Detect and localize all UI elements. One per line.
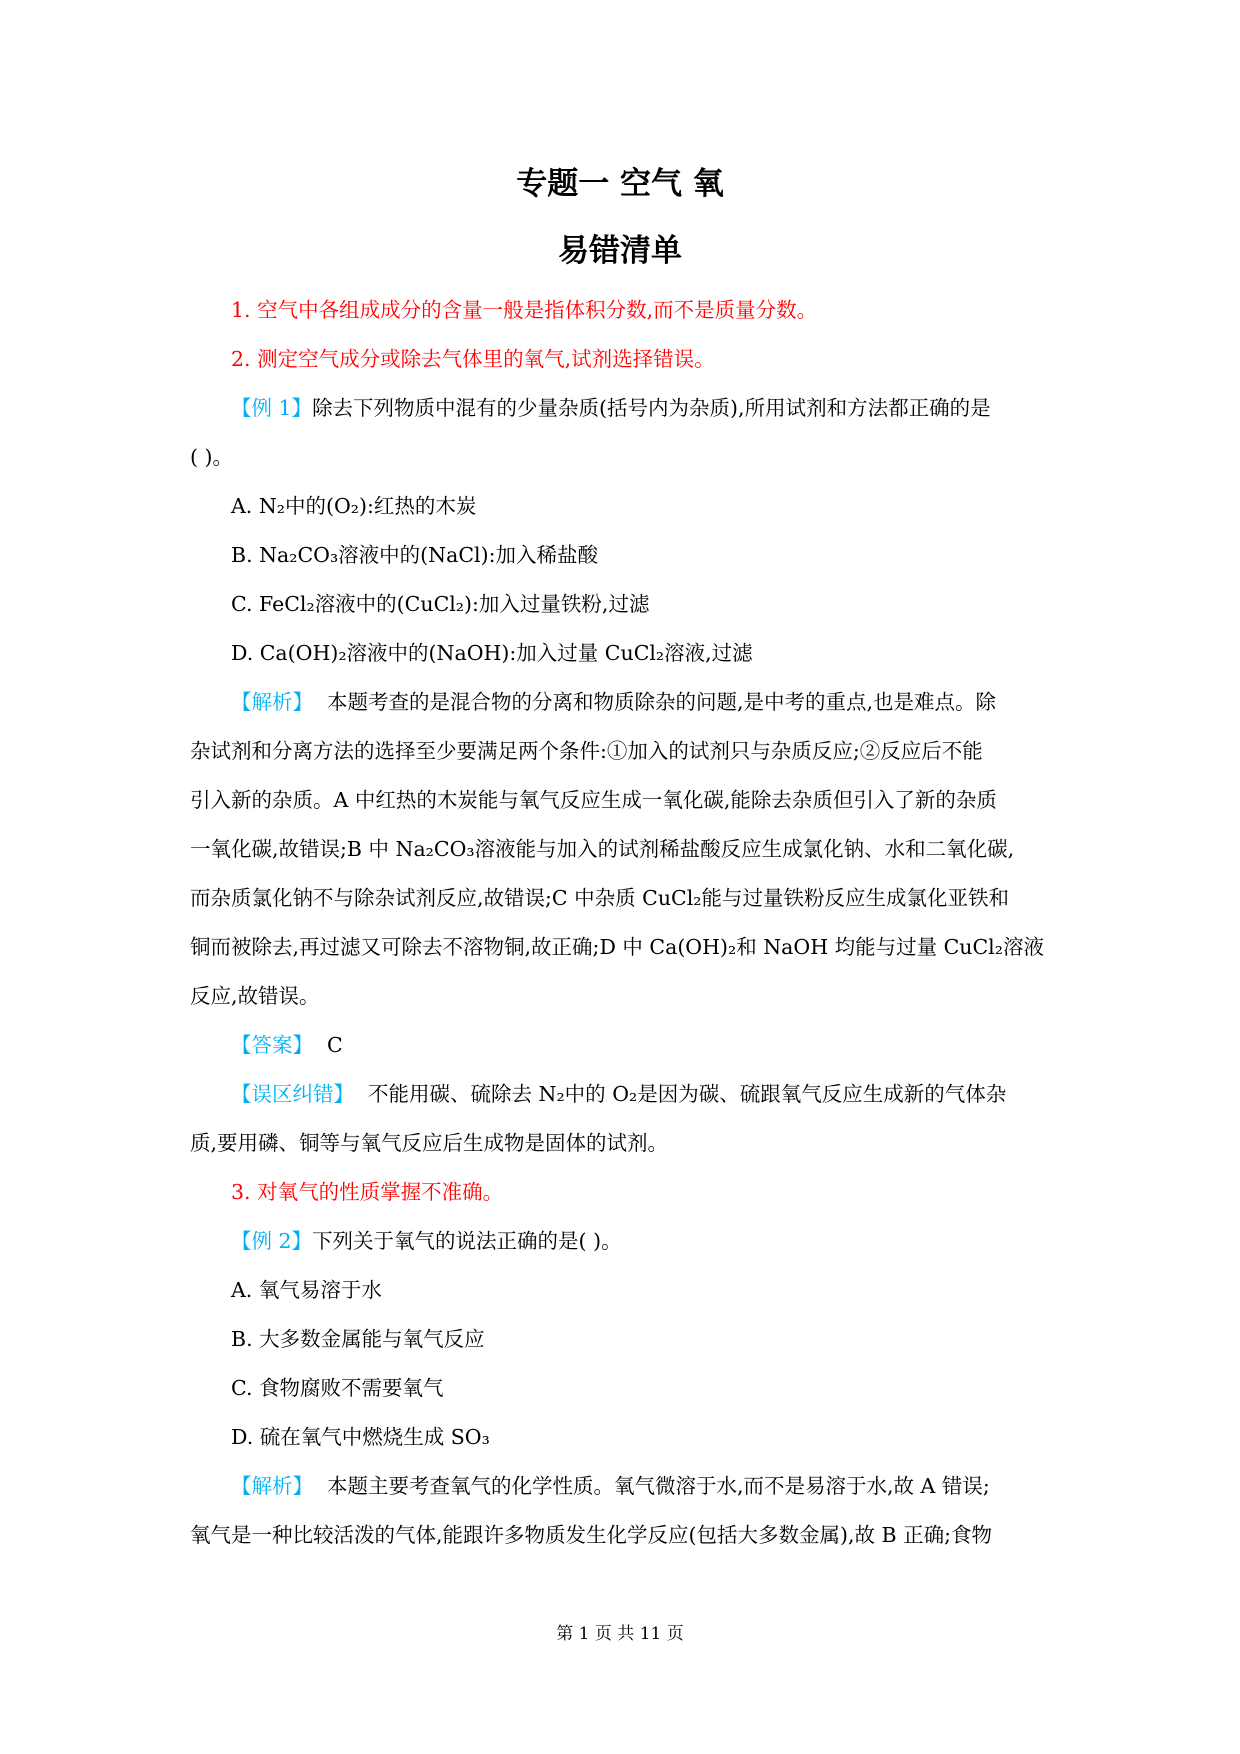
example-1-stem [190, 384, 1050, 433]
example-2-option-d: D. 硫在氧气中燃烧生成 SO₃ [231, 1425, 490, 1449]
answer-tag: 【答案】 [231, 1033, 313, 1057]
example-2-option-b: B. 大多数金属能与氧气反应 [231, 1327, 485, 1351]
example-2-stem [190, 1217, 1050, 1266]
page-footer: 第 1 页 共 11 页 [556, 1624, 684, 1644]
analysis-line: 杂试剂和分离方法的选择至少要满足两个条件:①加入的试剂只与杂质反应;②反应后不能 [190, 739, 983, 763]
error-correction-tag: 【误区纠错】 [231, 1082, 354, 1106]
example-1-answer [190, 1021, 1050, 1070]
document-body [190, 286, 1050, 1560]
point-1: 1. 空气中各组成成分的含量一般是指体积分数,而不是质量分数。 [231, 298, 818, 322]
analysis-line: 铜而被除去,再过滤又可除去不溶物铜,故正确;D 中 Ca(OH)₂和 NaOH 均能与过量 CuCl₂溶液 [190, 935, 1044, 959]
example-1-option-b: B. Na₂CO₃溶液中的(NaCl):加入稀盐酸 [231, 543, 598, 567]
example-1-option-a: A. N₂中的(O₂):红热的木炭 [231, 494, 477, 518]
analysis-line: 而杂质氯化钠不与除杂试剂反应,故错误;C 中杂质 CuCl₂能与过量铁粉反应生成氯化亚铁和 [190, 886, 1009, 910]
example-1-stem-cont: ( )。 [190, 445, 234, 469]
example-2-analysis: 【解析】 本题主要考查氧气的化学性质。氧气微溶于水,而不是易溶于水,故 A 错误; [231, 1474, 990, 1498]
example-1-option-c: C. FeCl₂溶液中的(CuCl₂):加入过量铁粉,过滤 [231, 592, 650, 616]
error-correction-line: 质,要用磷、铜等与氧气反应后生成物是固体的试剂。 [190, 1131, 669, 1155]
example-1-option-d: D. Ca(OH)₂溶液中的(NaOH):加入过量 CuCl₂溶液,过滤 [231, 641, 753, 665]
analysis-line: 氧气是一种比较活泼的气体,能跟许多物质发生化学反应(包括大多数金属),故 B 正确;食物 [190, 1523, 993, 1547]
example-2-tag: 【例 2】 [231, 1229, 313, 1253]
analysis-tag: 【解析】 [231, 690, 313, 714]
example-2-option-a: A. 氧气易溶于水 [231, 1278, 382, 1302]
example-1-error-correction: 【误区纠错】 不能用碳、硫除去 N₂中的 O₂是因为碳、硫跟氧气反应生成新的气体杂 [231, 1082, 1007, 1106]
example-2-stem-text: 下列关于氧气的说法正确的是( )。 [312, 1229, 622, 1253]
page-title: 专题一 空气 氧 [516, 166, 724, 202]
point-2: 2. 测定空气成分或除去气体里的氧气,试剂选择错误。 [231, 347, 715, 371]
analysis-tag: 【解析】 [231, 1474, 313, 1498]
example-1-analysis: 【解析】 本题考查的是混合物的分离和物质除杂的问题,是中考的重点,也是难点。除 [231, 690, 997, 714]
section-title: 易错清单 [558, 233, 682, 269]
example-1-stem-text: 除去下列物质中混有的少量杂质(括号内为杂质),所用试剂和方法都正确的是 [312, 396, 991, 420]
answer-value: C [327, 1033, 343, 1057]
point-3: 3. 对氧气的性质掌握不准确。 [231, 1180, 504, 1204]
analysis-line: 反应,故错误。 [190, 984, 320, 1008]
analysis-line: 引入新的杂质。A 中红热的木炭能与氧气反应生成一氧化碳,能除去杂质但引入了新的杂质 [190, 788, 997, 812]
example-1-tag: 【例 1】 [231, 396, 313, 420]
example-2-option-c: C. 食物腐败不需要氧气 [231, 1376, 444, 1400]
analysis-line: 一氧化碳,故错误;B 中 Na₂CO₃溶液能与加入的试剂稀盐酸反应生成氯化钠、水和二氧化碳, [190, 837, 1015, 861]
